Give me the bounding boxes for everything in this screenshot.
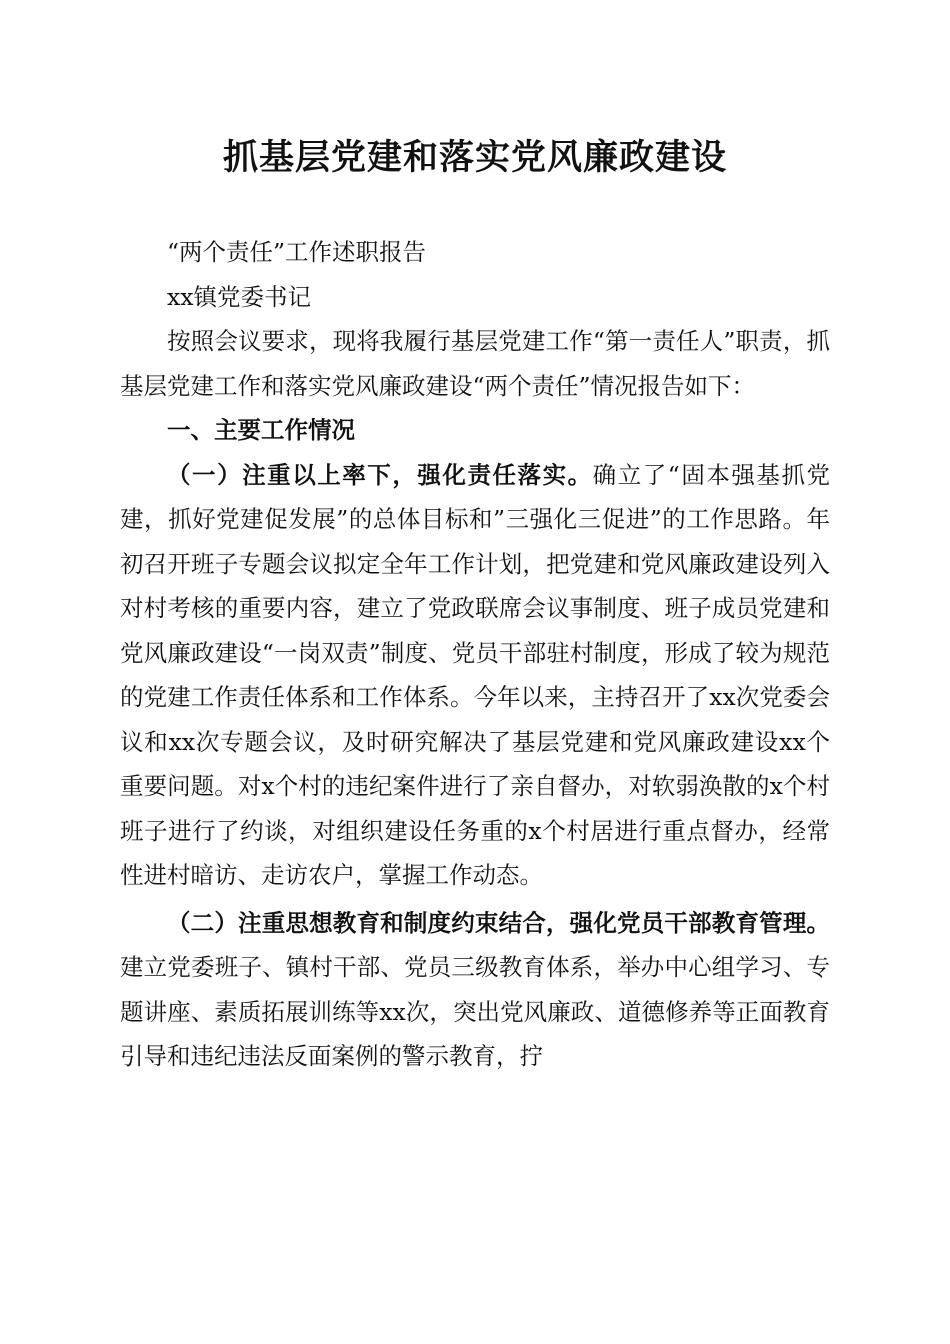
document-body bbox=[120, 230, 830, 1079]
paragraph-responsibility-body: 确立了“固本强基抓党建，抓好党建促发展”的总体目标和”三强化三促进”的工作思路。年初召开班子专题会议拟定全年工作计划，把党建和党风廉政建设列入对村考核的重要内容，建立了党政联席会议事制度、班子成员党建和党风廉政建设“一岗双责”制度、党员干部驻村制度，形成了较为规范的党建工作责任体系和工作体系。今年以来，主持召开了xx次党委会议和xx次专题会议，及时研究解决了基层党建和党风廉政建设xx个重要问题。对x个村的违纪案件进行了亲自督办，对软弱涣散的x个村班子进行了约谈，对组织建设任务重的x个村居进行重点督办，经常性进村暗访、走访农户，掌握工作动态。 bbox=[120, 460, 831, 889]
document-title: 抓基层党建和落实党风廉政建设 bbox=[222, 138, 727, 178]
paragraph-education-lead: （二）注重思想教育和制度约束结合，强化党员干部教育管理。 bbox=[167, 908, 830, 937]
paragraph-responsibility bbox=[120, 453, 830, 898]
section-heading-main-work: 一、主要工作情况 bbox=[167, 416, 355, 444]
paragraph-education-body: 建立党委班子、镇村干部、党员三级教育体系，举办中心组学习、专题讲座、素质拓展训练等xx次，突出党风廉政、道德修养等正面教育引导和违纪违法反面案例的警示教育，拧 bbox=[120, 953, 830, 1070]
intro-paragraph: 按照会议要求，现将我履行基层党建工作“第一责任人”职责，抓基层党建工作和落实党风廉政建设“两个责任”情况报告如下： bbox=[120, 327, 830, 400]
report-author: xx镇党委书记 bbox=[167, 282, 312, 311]
paragraph-responsibility-lead: （一）注重以上率下，强化责任落实。 bbox=[167, 460, 593, 489]
paragraph-education bbox=[120, 901, 830, 1079]
report-subtitle: “两个责任”工作述职报告 bbox=[167, 238, 427, 266]
